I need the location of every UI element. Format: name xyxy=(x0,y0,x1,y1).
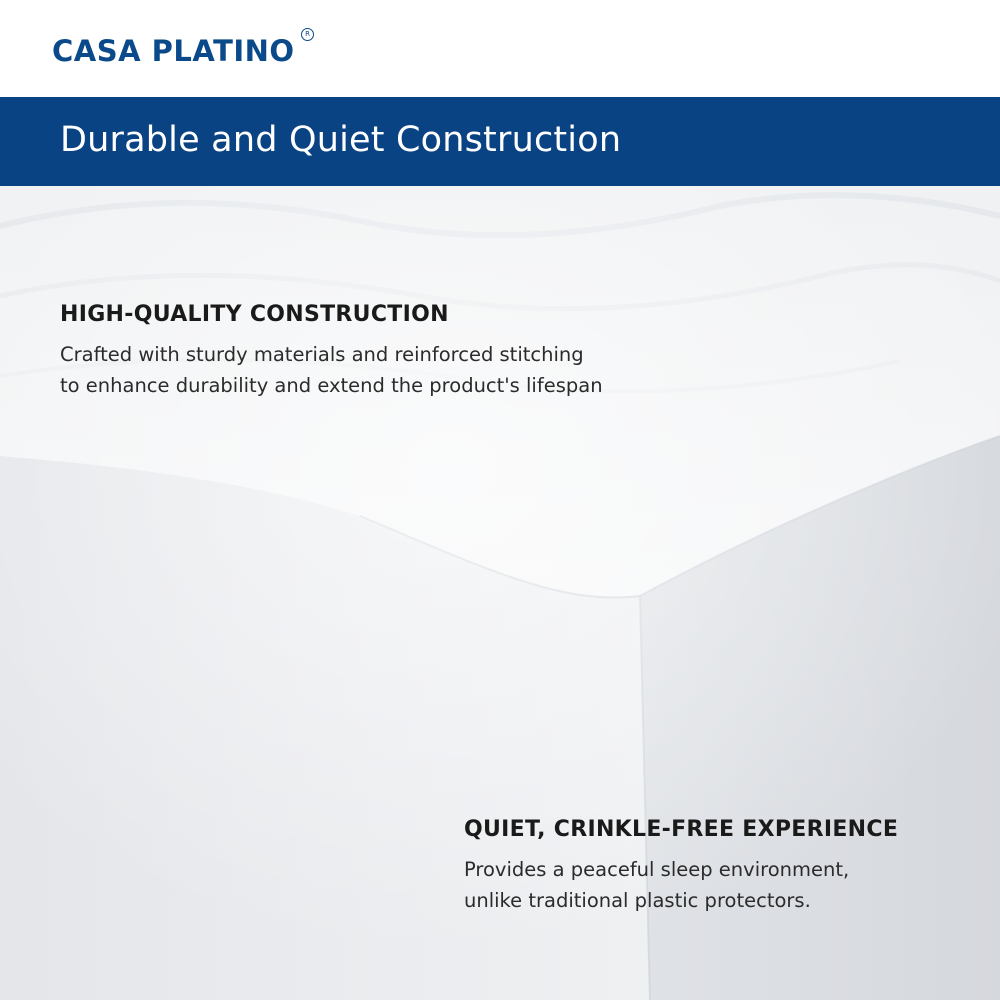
feature-description-line: Crafted with sturdy materials and reinforced stitching xyxy=(60,343,584,366)
feature-high-quality xyxy=(60,302,603,401)
registered-trademark-icon: R xyxy=(301,28,314,41)
feature-description-line: unlike traditional plastic protectors. xyxy=(464,889,811,912)
feature-title: QUIET, CRINKLE-FREE EXPERIENCE xyxy=(464,817,899,842)
feature-title: HIGH-QUALITY CONSTRUCTION xyxy=(60,302,449,327)
feature-description xyxy=(464,854,898,916)
feature-description xyxy=(60,339,603,401)
brand-logo: CASA PLATINO xyxy=(52,34,295,68)
feature-quiet xyxy=(464,817,898,916)
feature-description-line: Provides a peaceful sleep environment, xyxy=(464,858,850,881)
feature-description-line: to enhance durability and extend the product's lifespan xyxy=(60,374,603,397)
banner-title: Durable and Quiet Construction xyxy=(60,120,622,160)
